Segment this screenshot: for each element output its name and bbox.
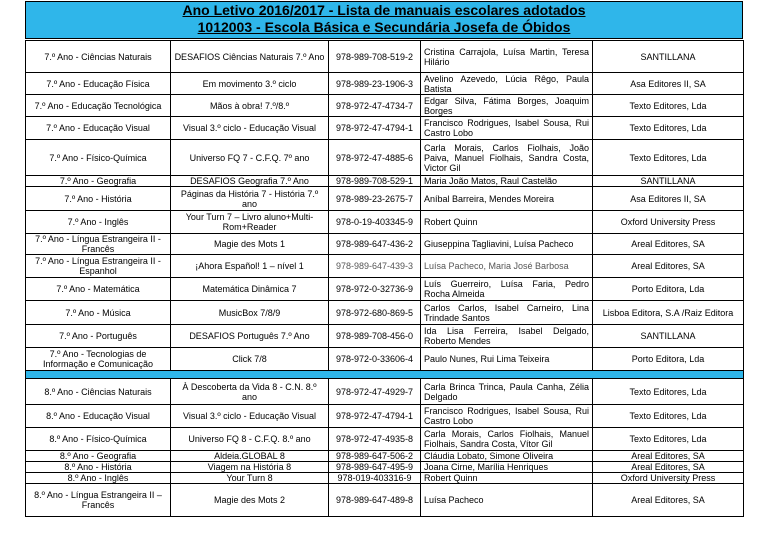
authors-cell: Ida Lisa Ferreira, Isabel Delgado, Roberto Mendes [421, 325, 593, 348]
table-row [26, 473, 744, 484]
authors-cell: Francisco Rodrigues, Isabel Sousa, Rui Castro Lobo [421, 405, 593, 428]
subject-cell: 7.º Ano - Língua Estrangeira II - Espanhol [26, 255, 171, 278]
isbn-cell: 978-972-47-4929-7 [329, 379, 421, 405]
grade8-rows [26, 379, 744, 517]
table-row [26, 451, 744, 462]
title-cell: MusicBox 7/8/9 [171, 301, 329, 325]
isbn-cell: 978-989-708-529-1 [329, 176, 421, 187]
authors-cell: Carlos Carlos, Isabel Carneiro, Lina Trindade Santos [421, 301, 593, 325]
isbn-cell: 978-972-0-33606-4 [329, 348, 421, 371]
isbn-cell: 978-989-23-2675-7 [329, 187, 421, 211]
subject-cell: 7.º Ano - Tecnologias de Informação e Comunicação [26, 348, 171, 371]
isbn-cell: 978-989-647-489-8 [329, 484, 421, 517]
authors-cell: Francisco Rodrigues, Isabel Sousa, Rui Castro Lobo [421, 117, 593, 140]
table-row [26, 176, 744, 187]
table-row [26, 73, 744, 95]
authors-cell: Avelino Azevedo, Lúcia Rêgo, Paula Batista [421, 73, 593, 95]
title-cell: Universo FQ 7 - C.F.Q. 7º ano [171, 140, 329, 176]
subject-cell: 7.º Ano - Educação Tecnológica [26, 95, 171, 117]
isbn-cell: 978-989-647-436-2 [329, 234, 421, 255]
publisher-cell: Asa Editores II, SA [593, 73, 744, 95]
authors-cell: Cristina Carrajola, Luísa Martin, Teresa Hilário [421, 41, 593, 73]
table-row [26, 278, 744, 301]
publisher-cell: Texto Editores, Lda [593, 140, 744, 176]
authors-cell: Robert Quinn [421, 211, 593, 234]
publisher-cell: Areal Editores, SA [593, 451, 744, 462]
title-cell: Universo FQ 8 - C.F.Q. 8.º ano [171, 428, 329, 451]
isbn-cell: 978-972-47-4794-1 [329, 117, 421, 140]
title-cell: Matemática Dinâmica 7 [171, 278, 329, 301]
isbn-cell: 978-972-47-4935-8 [329, 428, 421, 451]
isbn-cell: 978-972-47-4794-1 [329, 405, 421, 428]
subject-cell: 8.º Ano - Inglês [26, 473, 171, 484]
isbn-cell: 978-989-708-456-0 [329, 325, 421, 348]
subject-cell: 7.º Ano - Música [26, 301, 171, 325]
isbn-cell: 978-989-23-1906-3 [329, 73, 421, 95]
subject-cell: 7.º Ano - Ciências Naturais [26, 41, 171, 73]
isbn-cell: 978-989-647-439-3 [329, 255, 421, 278]
isbn-cell: 978-989-647-506-2 [329, 451, 421, 462]
title-cell: Magie des Mots 1 [171, 234, 329, 255]
table-row [26, 405, 744, 428]
title-cell: ¡Ahora Español! 1 – nível 1 [171, 255, 329, 278]
title-cell: DESAFIOS Ciências Naturais 7.º Ano [171, 41, 329, 73]
textbook-table [25, 40, 744, 517]
publisher-cell: Oxford University Press [593, 473, 744, 484]
publisher-cell: Areal Editores, SA [593, 462, 744, 473]
isbn-cell: 978-972-0-32736-9 [329, 278, 421, 301]
publisher-cell: SANTILLANA [593, 325, 744, 348]
title-cell: Mãos à obra! 7.º/8.º [171, 95, 329, 117]
title-cell: DESAFIOS Geografia 7.º Ano [171, 176, 329, 187]
authors-cell: Joana Cirne, Marília Henriques [421, 462, 593, 473]
title-cell: Your Turn 8 [171, 473, 329, 484]
authors-cell: Luís Guerreiro, Luísa Faria, Pedro Rocha Almeida [421, 278, 593, 301]
grade7-rows [26, 41, 744, 371]
subject-cell: 8.º Ano - História [26, 462, 171, 473]
publisher-cell: SANTILLANA [593, 176, 744, 187]
authors-cell: Cláudia Lobato, Simone Oliveira [421, 451, 593, 462]
publisher-cell: Areal Editores, SA [593, 484, 744, 517]
subject-cell: 7.º Ano - Educação Física [26, 73, 171, 95]
title-cell: Em movimento 3.º ciclo [171, 73, 329, 95]
publisher-cell: Texto Editores, Lda [593, 379, 744, 405]
publisher-cell: Lisboa Editora, S.A /Raiz Editora [593, 301, 744, 325]
table-row [26, 234, 744, 255]
table-row [26, 462, 744, 473]
subject-cell: 8.º Ano - Físico-Química [26, 428, 171, 451]
subject-cell: 8.º Ano - Língua Estrangeira II – Francês [26, 484, 171, 517]
authors-cell: Carla Brinca Trinca, Paula Canha, Zélia Delgado [421, 379, 593, 405]
subject-cell: 7.º Ano - Matemática [26, 278, 171, 301]
subject-cell: 7.º Ano - Inglês [26, 211, 171, 234]
table-row [26, 211, 744, 234]
header-school: 1012003 - Escola Básica e Secundária Josefa de Óbidos [197, 19, 571, 35]
subject-cell: 7.º Ano - Geografia [26, 176, 171, 187]
authors-cell: Carla Morais, Carlos Fiolhais, João Paiva, Manuel Fiolhais, Sandra Costa, Victor Gil [421, 140, 593, 176]
title-cell: À Descoberta da Vida 8 - C.N. 8.º ano [171, 379, 329, 405]
table-row [26, 428, 744, 451]
subject-cell: 7.º Ano - Físico-Química [26, 140, 171, 176]
isbn-cell: 978-972-47-4734-7 [329, 95, 421, 117]
title-cell: Visual 3.º ciclo - Educação Visual [171, 117, 329, 140]
publisher-cell: Texto Editores, Lda [593, 117, 744, 140]
authors-cell: Aníbal Barreira, Mendes Moreira [421, 187, 593, 211]
publisher-cell: Porto Editora, Lda [593, 278, 744, 301]
subject-cell: 7.º Ano - História [26, 187, 171, 211]
table-row [26, 348, 744, 371]
authors-cell: Paulo Nunes, Rui Lima Teixeira [421, 348, 593, 371]
isbn-cell: 978-972-680-869-5 [329, 301, 421, 325]
subject-cell: 8.º Ano - Geografia [26, 451, 171, 462]
publisher-cell: Porto Editora, Lda [593, 348, 744, 371]
publisher-cell: SANTILLANA [593, 41, 744, 73]
isbn-cell: 978-019-403316-9 [329, 473, 421, 484]
publisher-cell: Asa Editores II, SA [593, 187, 744, 211]
title-cell: Click 7/8 [171, 348, 329, 371]
subject-cell: 8.º Ano - Ciências Naturais [26, 379, 171, 405]
authors-cell: Giuseppina Tagliavini, Luísa Pacheco [421, 234, 593, 255]
subject-cell: 7.º Ano - Educação Visual [26, 117, 171, 140]
isbn-cell: 978-0-19-403345-9 [329, 211, 421, 234]
isbn-cell: 978-989-708-519-2 [329, 41, 421, 73]
table-row [26, 41, 744, 73]
authors-cell: Robert Quinn [421, 473, 593, 484]
subject-cell: 7.º Ano - Português [26, 325, 171, 348]
publisher-cell: Oxford University Press [593, 211, 744, 234]
table-row [26, 301, 744, 325]
isbn-cell: 978-989-647-495-9 [329, 462, 421, 473]
title-cell: Páginas da História 7 - História 7.º ano [171, 187, 329, 211]
publisher-cell: Areal Editores, SA [593, 255, 744, 278]
grade-separator [26, 371, 744, 379]
authors-cell: Maria João Matos, Raul Castelão [421, 176, 593, 187]
title-cell: Visual 3.º ciclo - Educação Visual [171, 405, 329, 428]
isbn-cell: 978-972-47-4885-6 [329, 140, 421, 176]
title-cell: Your Turn 7 – Livro aluno+Multi-Rom+Reader [171, 211, 329, 234]
table-row [26, 187, 744, 211]
title-cell: DESAFIOS Português 7.º Ano [171, 325, 329, 348]
header-title: Ano Letivo 2016/2017 - Lista de manuais escolares adotados [182, 2, 586, 18]
title-cell: Viagem na História 8 [171, 462, 329, 473]
publisher-cell: Texto Editores, Lda [593, 95, 744, 117]
title-cell: Aldeia.GLOBAL 8 [171, 451, 329, 462]
table-row [26, 379, 744, 405]
table-row [26, 95, 744, 117]
subject-cell: 7.º Ano - Língua Estrangeira II - Francês [26, 234, 171, 255]
publisher-cell: Texto Editores, Lda [593, 405, 744, 428]
publisher-cell: Areal Editores, SA [593, 234, 744, 255]
table-row [26, 255, 744, 278]
authors-cell: Luísa Pacheco, Maria José Barbosa [421, 255, 593, 278]
document-header [25, 1, 743, 39]
authors-cell: Edgar Silva, Fátima Borges, Joaquim Borges [421, 95, 593, 117]
title-cell: Magie des Mots 2 [171, 484, 329, 517]
authors-cell: Luísa Pacheco [421, 484, 593, 517]
table-row [26, 140, 744, 176]
authors-cell: Carla Morais, Carlos Fiolhais, Manuel Fiolhais, Sandra Costa, Vítor Gil [421, 428, 593, 451]
publisher-cell: Texto Editores, Lda [593, 428, 744, 451]
table-row [26, 117, 744, 140]
table-row [26, 484, 744, 517]
subject-cell: 8.º Ano - Educação Visual [26, 405, 171, 428]
table-row [26, 325, 744, 348]
